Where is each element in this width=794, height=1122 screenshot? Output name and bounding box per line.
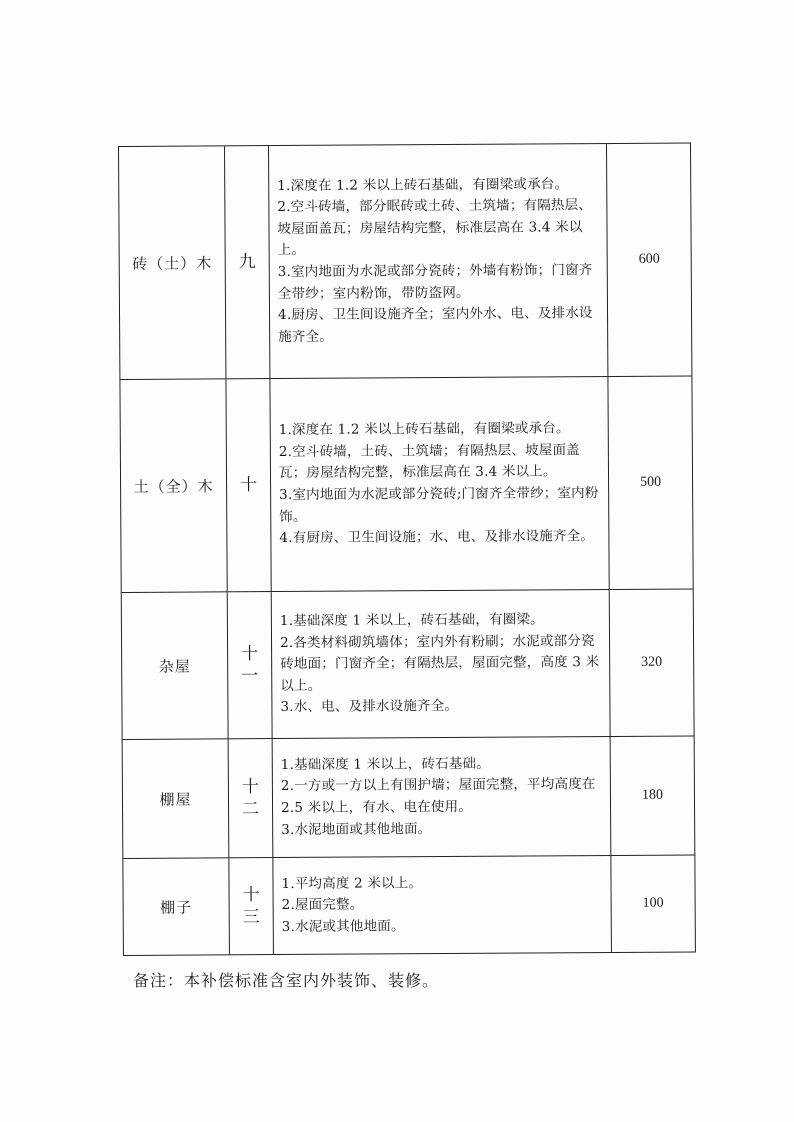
description-item: 1.基础深度 1 米以上，砖石基础，有圈梁。 <box>279 611 544 630</box>
description-item: 3.室内地面为水泥或部分瓷砖；外墙有粉饰；门窗齐全带纱；室内粉饰，带防盗网。 <box>277 262 593 302</box>
description-cell <box>273 856 612 954</box>
grade-cell <box>229 739 274 857</box>
price-cell: 100 <box>611 855 696 952</box>
description-cell <box>272 590 611 738</box>
description-item: 1.平均高度 2 米以上。 <box>281 874 423 892</box>
description-item: 3.室内地面为水泥或部分瓷砖;门窗齐全带纱；室内粉饰。 <box>279 485 599 525</box>
description-item: 1.深度在 1.2 米以上砖石基础，有圈梁或承台。 <box>278 420 570 439</box>
description-item: 4.有厨房、卫生间设施；水、电、及排水设施齐全。 <box>279 528 595 547</box>
compensation-table <box>118 142 696 955</box>
description-cell <box>270 377 609 591</box>
footnote: 备注：本补偿标准含室内外装饰、装修。 <box>133 971 440 990</box>
grade-char: 十 <box>241 644 259 665</box>
grade-cell <box>228 592 273 738</box>
grade-char: 十 <box>240 475 258 496</box>
description-item: 2.各类材料砌筑墙体；室内外有粉刷；水泥或部分瓷砖地面；门窗齐全；有隔热层，屋面完整，高度 3 米以上。 <box>279 632 600 694</box>
table-row <box>120 376 693 592</box>
table-row <box>123 855 696 955</box>
description-cell <box>269 144 608 378</box>
grade-cell <box>226 379 271 591</box>
price-cell: 180 <box>611 736 696 855</box>
price-cell: 500 <box>608 376 693 589</box>
structure-type-cell: 砖（土）木 <box>119 146 226 379</box>
grade-char: 十 <box>241 777 259 798</box>
description-cell <box>273 737 612 857</box>
description-item: 2.屋面完整。 <box>281 896 364 914</box>
description-item: 2.空斗砖墙，部分眠砖或土砖、土筑墙；有隔热层、坡屋面盖瓦；房屋结构完整，标准层高在 3.4 米以上。 <box>277 197 593 259</box>
description-item: 1.深度在 1.2 米以上砖石基础，有圈梁或承台。 <box>277 175 569 194</box>
description-item: 2.一方或一方以上有围护墙；屋面完整，平均高度在 2.5 米以上，有水、电在使用。 <box>280 776 596 817</box>
grade-cell <box>229 858 274 954</box>
table-row <box>119 143 692 379</box>
description-item: 3.水、电、及排水设施齐全。 <box>280 698 459 716</box>
description-item: 4.厨房、卫生间设施齐全；室内外水、电、及排水设施齐全。 <box>277 305 593 345</box>
price-cell: 320 <box>610 589 695 736</box>
table-row <box>122 589 695 739</box>
structure-type-cell: 土（全）木 <box>120 379 227 592</box>
description-item: 2.空斗砖墙，土砖、土筑墙；有隔热层、坡屋面盖瓦；房屋结构完整，标准层高在 3.4 米以上。 <box>278 441 580 482</box>
price-cell: 600 <box>607 143 692 376</box>
description-item: 1.基础深度 1 米以上，砖石基础。 <box>280 755 490 773</box>
structure-type-cell: 杂屋 <box>122 592 229 739</box>
table-row <box>123 736 696 858</box>
structure-type-cell: 棚屋 <box>123 739 230 858</box>
grade-char: 九 <box>238 252 256 273</box>
grade-cell <box>225 146 270 378</box>
grade-char: 三 <box>242 907 260 928</box>
grade-char: 十 <box>242 885 260 906</box>
description-item: 3.水泥或其他地面。 <box>281 918 405 935</box>
grade-char: 一 <box>241 666 259 687</box>
structure-type-cell: 棚子 <box>123 858 230 955</box>
description-item: 3.水泥地面或其他地面。 <box>281 820 432 838</box>
grade-char: 二 <box>241 799 260 820</box>
